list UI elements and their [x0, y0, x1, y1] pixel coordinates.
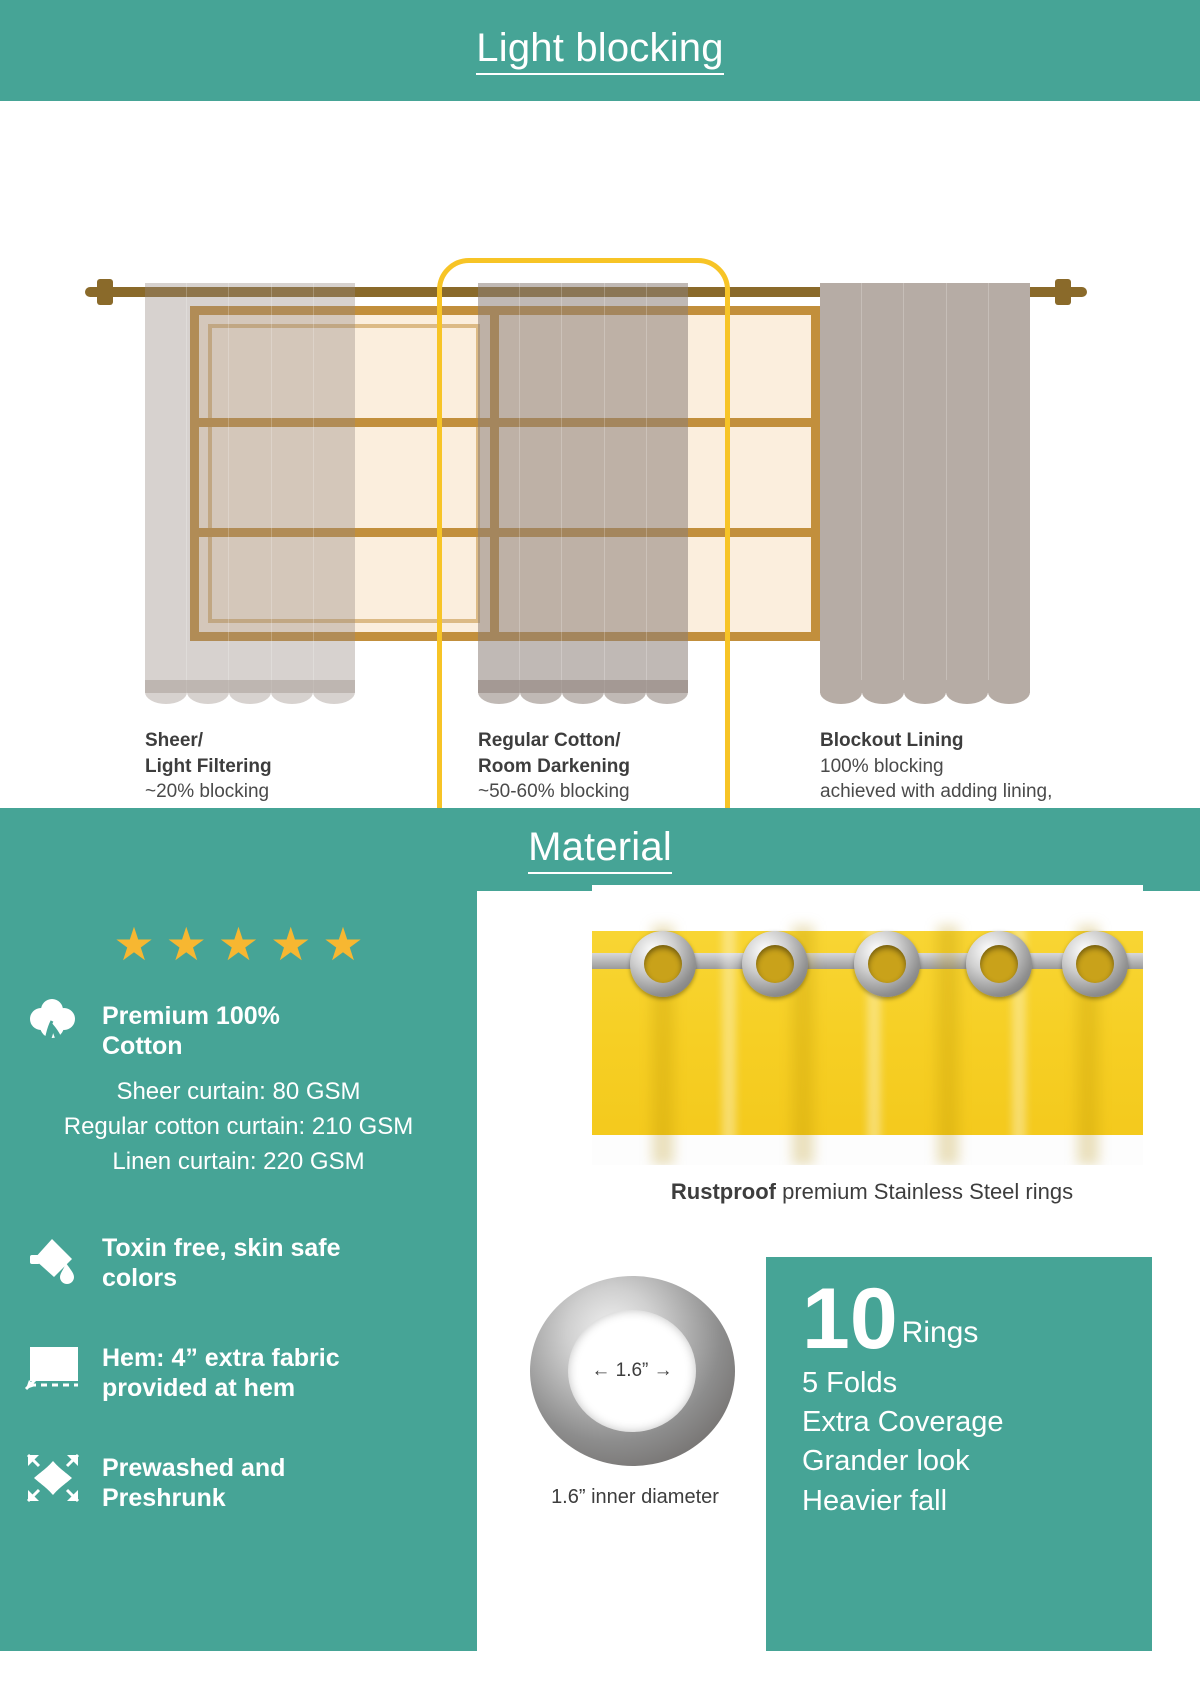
- rings-count-word: Rings: [901, 1316, 979, 1350]
- feature-hem-label: [102, 1337, 340, 1403]
- caption-blockout-detail-1: 100% blocking: [820, 755, 944, 777]
- caption-blockout-title-1: Blockout Lining: [820, 730, 964, 751]
- grommet-ring: [630, 931, 696, 997]
- feature-prewashed-line2: Preshrunk: [102, 1484, 226, 1513]
- feature-toxin-free-label: [102, 1227, 341, 1293]
- grommet-ring: [742, 931, 808, 997]
- caption-regular-detail-1: ~50-60% blocking: [478, 781, 630, 803]
- paint-drop-icon: [22, 1227, 84, 1289]
- feature-prewashed-label: [102, 1447, 285, 1513]
- feature-premium-cotton-line1: Premium 100%: [102, 1002, 280, 1030]
- rings-benefit-item: Extra Coverage: [802, 1406, 1004, 1439]
- feature-hem: [0, 1337, 477, 1403]
- star-icon: ★: [113, 918, 155, 970]
- grommet-ring: [1062, 931, 1128, 997]
- curtain-panel-blockout-lining: [820, 283, 1030, 693]
- gsm-line-linen: Linen curtain: 220 GSM: [112, 1147, 365, 1175]
- rings-photo-caption: [592, 1179, 1152, 1205]
- section-title-material: Material: [528, 825, 672, 874]
- caption-sheer-title-2: Light Filtering: [145, 755, 272, 777]
- caption-regular-title-1: Regular Cotton/: [478, 730, 621, 751]
- feature-hem-line2: provided at hem: [102, 1374, 296, 1403]
- feature-prewashed-line1: Prewashed and: [102, 1454, 286, 1483]
- feature-premium-cotton-label: [102, 995, 280, 1061]
- gsm-line-regular: Regular cotton curtain: 210 GSM: [63, 1112, 414, 1140]
- fabric-shadow: [937, 925, 959, 1165]
- rating-stars: [0, 891, 477, 970]
- curtain-rod-cap-left: [97, 279, 113, 305]
- gsm-list: [0, 1075, 477, 1179]
- star-icon: ★: [270, 918, 312, 970]
- stainless-steel-rings-photo: [592, 885, 1143, 1165]
- rings-benefit-list: [802, 1364, 1152, 1521]
- light-blocking-illustration: [0, 101, 1200, 808]
- rings-benefit-item: Grander look: [802, 1445, 970, 1478]
- grommet-measure-label: ← 1.6” →: [591, 1360, 673, 1381]
- grommet-inner-hole: [568, 1310, 696, 1432]
- rings-benefit-item: 5 Folds: [802, 1367, 898, 1400]
- feature-premium-cotton-line2: Cotton: [102, 1032, 183, 1060]
- feature-toxin-free-line1: Toxin free, skin safe: [102, 1234, 341, 1263]
- section-title-light-blocking: Light blocking: [476, 26, 723, 75]
- feature-premium-cotton: [0, 995, 477, 1061]
- curtain-rod-cap-right: [1055, 279, 1071, 305]
- feature-hem-line1: Hem: 4” extra fabric: [102, 1344, 340, 1373]
- grommet-diameter-diagram: [520, 1276, 745, 1516]
- rings-benefit-item: Heavier fall: [802, 1484, 948, 1517]
- caption-sheer-title-1: Sheer/: [145, 730, 204, 751]
- rings-count-box: [766, 1257, 1152, 1651]
- hem-stitch-icon: [22, 1337, 84, 1399]
- feature-prewashed: [0, 1447, 477, 1513]
- caption-regular-title-2: Room Darkening: [478, 755, 631, 777]
- caption-sheer-detail-1: ~20% blocking: [145, 781, 270, 803]
- grommet-diagram-caption: 1.6” inner diameter: [551, 1486, 719, 1508]
- gsm-line-sheer: Sheer curtain: 80 GSM: [116, 1078, 361, 1105]
- grommet-ring: [854, 931, 920, 997]
- section-banner-light-blocking: [0, 0, 1200, 101]
- material-section: [0, 891, 1200, 1700]
- rings-count-number: 10: [802, 1271, 898, 1367]
- star-icon: ★: [165, 918, 207, 970]
- star-icon: ★: [322, 918, 364, 970]
- feature-toxin-free: [0, 1227, 477, 1293]
- shrink-arrows-icon: [22, 1447, 84, 1509]
- rings-caption-rest: premium Stainless Steel rings: [775, 1179, 1074, 1204]
- cotton-boll-icon: [22, 995, 84, 1057]
- grommet-ring: [966, 931, 1032, 997]
- curtain-panel-sheer: [145, 283, 355, 693]
- rings-caption-bold: Rustproof: [670, 1179, 776, 1204]
- material-features-panel: [0, 891, 477, 1651]
- window-frame-right: [811, 306, 820, 641]
- caption-blockout-detail-2: achieved with adding lining,: [820, 781, 1053, 803]
- section-banner-material: [0, 808, 1200, 891]
- fabric-highlight: [722, 925, 736, 1165]
- star-icon: ★: [217, 918, 260, 970]
- feature-toxin-free-line2: colors: [102, 1264, 178, 1293]
